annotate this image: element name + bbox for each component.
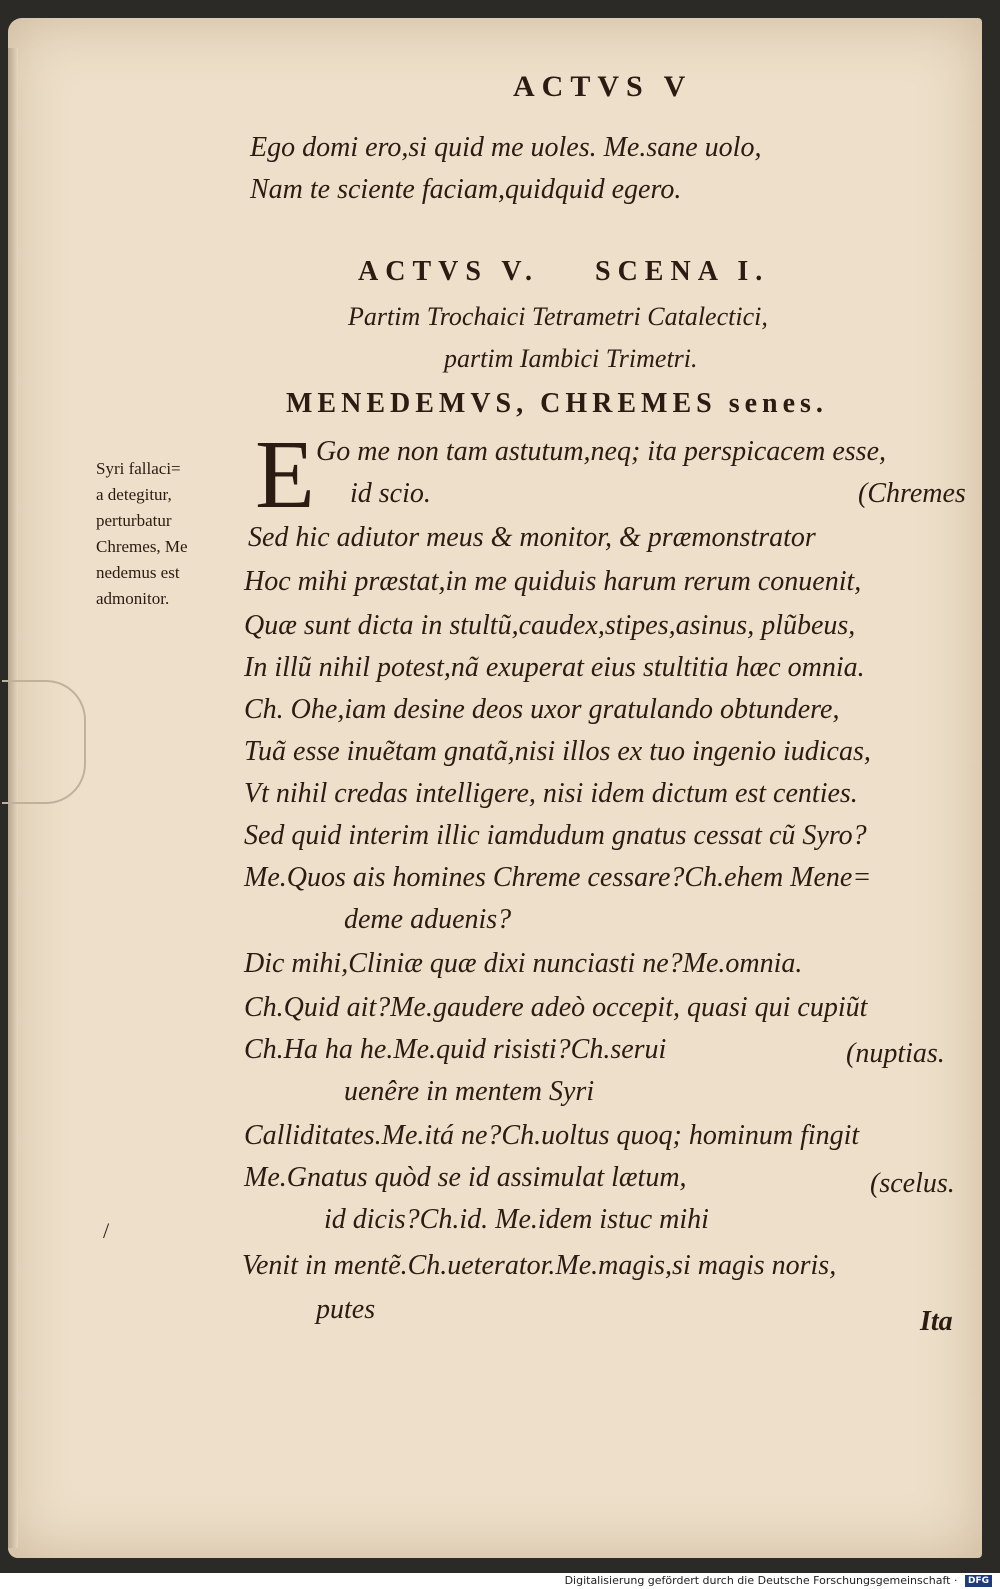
verse-line: putes xyxy=(316,1294,376,1325)
verse-line: Vt nihil credas intelligere, nisi idem dictum est centies. xyxy=(244,778,858,809)
verse-line: Tuã esse inuẽtam gnatã,nisi illos ex tuo ingenio iudicas, xyxy=(244,736,871,767)
verse-line: Sed quid interim illic iamdudum gnatus cessat cũ Syro? xyxy=(244,820,867,851)
marginal-note-line: Syri fallaci= xyxy=(96,459,181,478)
verse-line: Quæ sunt dicta in stultũ,caudex,stipes,asinus, plũbeus, xyxy=(244,610,856,641)
marginal-note xyxy=(96,456,188,612)
marginal-note-line: a detegitur, xyxy=(96,485,172,504)
verse-line: Dic mihi,Cliniæ quæ dixi nunciasti ne?Me.omnia. xyxy=(244,948,803,979)
digitization-credit xyxy=(565,1574,992,1587)
verse-line: Ch.Quid ait?Me.gaudere adeò occepit, quasi qui cupiũt xyxy=(244,992,868,1023)
verse-line: Calliditates.Me.itá ne?Ch.uoltus quoq; hominum fingit xyxy=(244,1120,860,1151)
verse-line: Me.Gnatus quòd se id assimulat lætum, xyxy=(244,1162,687,1193)
drop-cap: E xyxy=(255,421,315,529)
verse-first-b: id scio. xyxy=(350,478,431,509)
characters-line: MENEDEMVS, CHREMES senes. xyxy=(286,388,828,419)
marginal-note-line: perturbatur xyxy=(96,511,172,530)
meter-line-1: Partim Trochaici Tetrametri Catalectici, xyxy=(348,302,768,331)
verse-line: Venit in mentẽ.Ch.ueterator.Me.magis,si magis noris, xyxy=(242,1250,837,1281)
verse-line: In illũ nihil potest,nã exuperat eius stultitia hæc omnia. xyxy=(244,652,865,683)
verse-line: Ch.Ha ha he.Me.quid risisti?Ch.serui xyxy=(244,1034,667,1065)
stray-ink-mark: / xyxy=(103,1218,110,1243)
verse-right-nuptias: (nuptias. xyxy=(846,1038,945,1069)
verse-first-b-right: (Chremes xyxy=(858,478,966,509)
running-head: ACTVS V xyxy=(513,70,693,103)
marginal-note-line: nedemus est xyxy=(96,563,180,582)
credit-text: Digitalisierung gefördert durch die Deutsche Forschungsgemeinschaft · xyxy=(564,1574,958,1587)
verse-line: deme aduenis? xyxy=(344,904,512,935)
clip-outline xyxy=(2,680,86,804)
scene-heading: ACTVS V. SCENA I. xyxy=(358,256,770,287)
verse-line: Hoc mihi præstat,in me quiduis harum rerum conuenit, xyxy=(244,566,862,597)
dfg-logo: DFG xyxy=(965,1575,992,1587)
verse-line: Sed hic adiutor meus & monitor, & præmonstrator xyxy=(248,522,816,553)
catchword: Ita xyxy=(920,1306,953,1337)
verse-line: uenêre in mentem Syri xyxy=(344,1076,595,1107)
meter-line-2: partim Iambici Trimetri. xyxy=(444,344,698,373)
verse-first-a: Go me non tam astutum,neq; ita perspicacem esse, xyxy=(316,436,887,467)
verse-line: id dicis?Ch.id. Me.idem istuc mihi xyxy=(324,1204,709,1235)
marginal-note-line: Chremes, Me xyxy=(96,537,188,556)
verse-line: Ch. Ohe,iam desine deos uxor gratulando obtundere, xyxy=(244,694,840,725)
verse-line: Me.Quos ais homines Chreme cessare?Ch.ehem Mene= xyxy=(244,862,872,893)
verse-right-scelus: (scelus. xyxy=(870,1168,955,1199)
marginal-note-line: admonitor. xyxy=(96,589,170,608)
top-line-1: Ego domi ero,si quid me uoles. Me.sane uolo, xyxy=(250,132,762,163)
top-line-2: Nam te sciente faciam,quidquid egero. xyxy=(250,174,682,205)
